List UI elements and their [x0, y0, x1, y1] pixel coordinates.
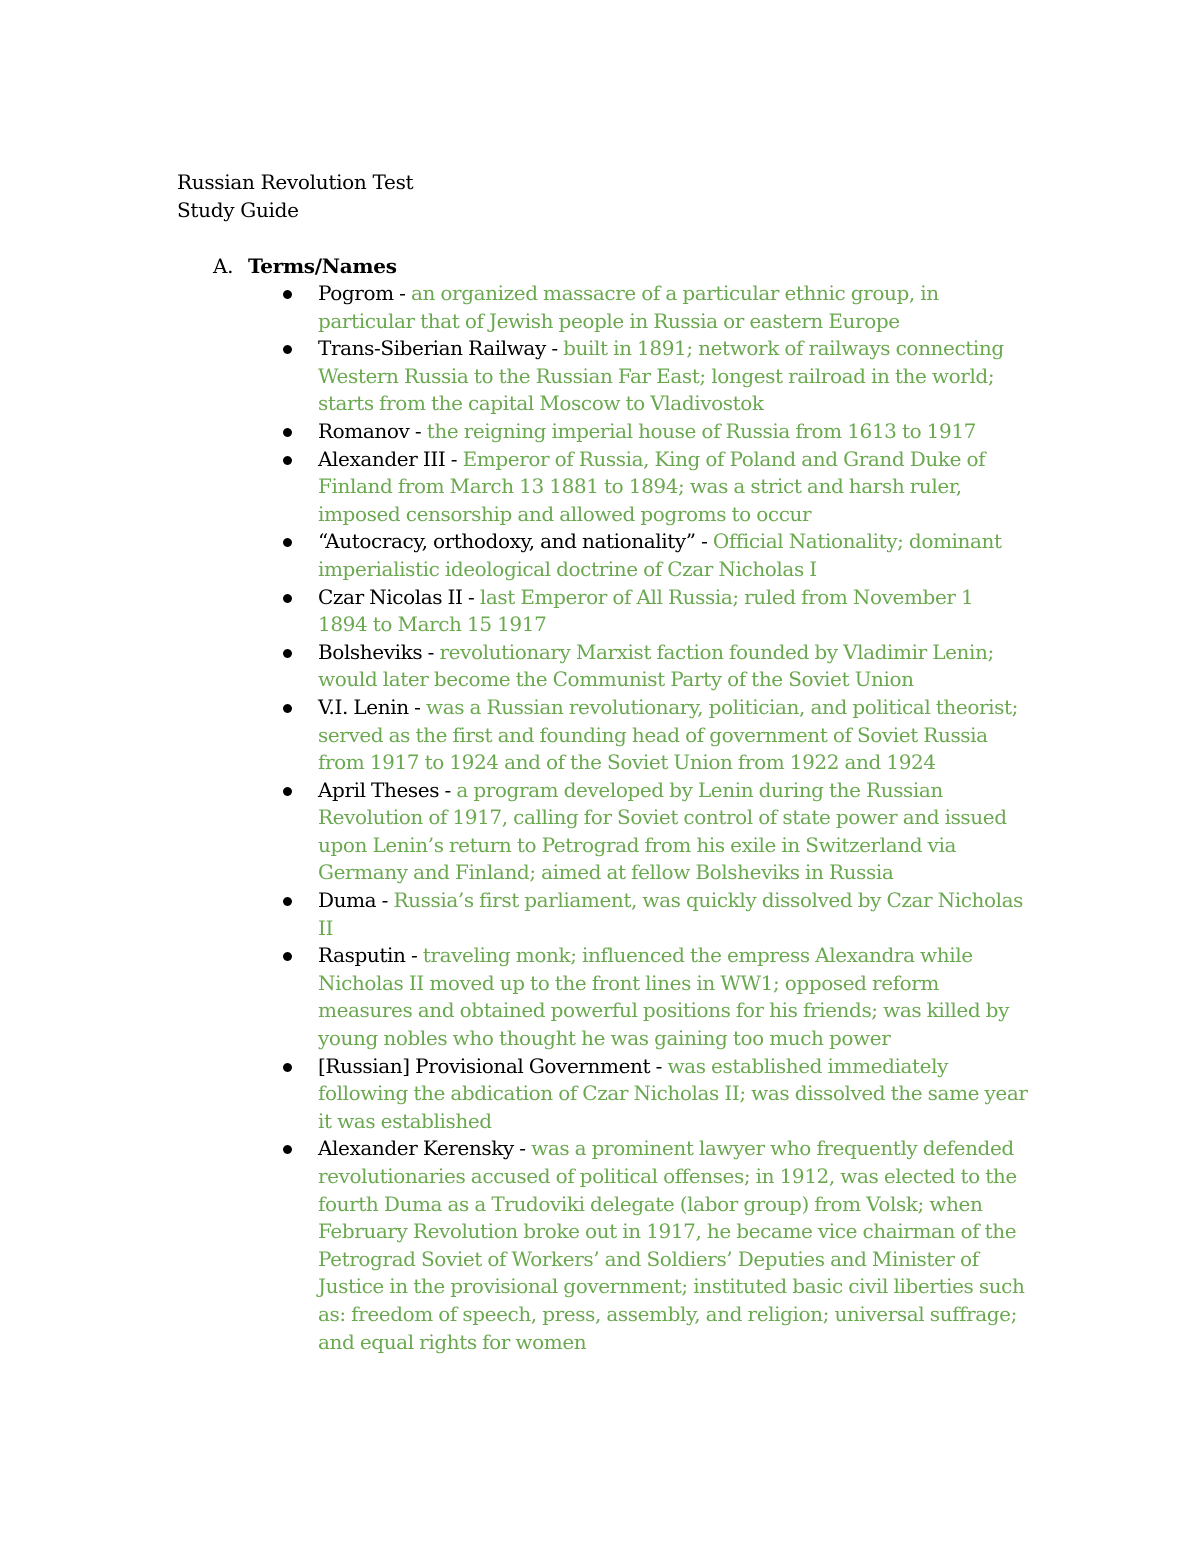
list-item: [177, 694, 1028, 777]
term-name: Rasputin: [318, 943, 406, 968]
separator: -: [405, 943, 423, 968]
term-name: Romanov: [318, 418, 410, 443]
term-definition: traveling monk; influenced the empress Alexandra while Nicholas II moved up to the front lines in WW1; opposed reform measures and obtained powerful positions for his friends; was killed by young nobles who thought he was gaining too much power: [318, 943, 1009, 1051]
separator: -: [376, 888, 394, 913]
separator: -: [695, 529, 713, 554]
list-item: [177, 528, 1028, 583]
document-title: Russian Revolution Test: [177, 170, 414, 194]
list-item: [177, 1135, 1028, 1356]
term-definition: built in 1891; network of railways connecting Western Russia to the Russian Far East; longest railroad in the world; starts from the capital Moscow to Vladivostok: [318, 336, 1004, 416]
term-definition: was established immediately following the abdication of Czar Nicholas II; was dissolved the same year it was established: [318, 1053, 1028, 1133]
list-item: [177, 584, 1028, 639]
separator: -: [409, 418, 427, 443]
term-definition: was a Russian revolutionary, politician, and political theorist; served as the first and founding head of government of Soviet Russia from 1917 to 1924 and of the Soviet Union from 1922 and 1924: [318, 694, 1018, 775]
document-page: [177, 168, 1047, 1356]
term-definition: last Emperor of All Russia; ruled from November 1 1894 to March 15 1917: [318, 584, 974, 637]
section-letter: A.: [213, 254, 234, 278]
separator: -: [513, 1136, 532, 1161]
term-definition: Emperor of Russia, King of Poland and Grand Duke of Finland from March 13 1881 to 1894; was a strict and harsh ruler, imposed censorship and allowed pogroms to occur: [318, 446, 986, 526]
separator: -: [393, 281, 411, 305]
term-name: April Theses: [318, 777, 440, 802]
term-name: Pogrom: [318, 281, 394, 305]
list-item: [177, 335, 1028, 418]
document-subtitle: Study Guide: [177, 198, 299, 222]
separator: -: [650, 1053, 668, 1078]
term-name: V.I. Lenin: [318, 694, 409, 719]
term-name: Czar Nicolas II: [318, 584, 463, 609]
bullet-icon: [283, 345, 292, 354]
separator: -: [462, 584, 480, 609]
list-item: [177, 280, 1028, 335]
term-definition: an organized massacre of a particular ethnic group, in particular that of Jewish people in Russia or eastern Europe: [318, 281, 939, 333]
separator: -: [445, 446, 463, 471]
bullet-icon: [283, 456, 292, 465]
bullet-icon: [283, 428, 292, 437]
bullet-icon: [283, 594, 292, 603]
section-heading: [177, 252, 1047, 280]
bullet-icon: [283, 952, 292, 961]
separator: -: [439, 777, 457, 802]
bullet-icon: [283, 649, 292, 658]
term-definition: Official Nationality; dominant imperialistic ideological doctrine of Czar Nicholas I: [318, 529, 1002, 581]
term-list: [177, 280, 1047, 1356]
term-definition: the reigning imperial house of Russia from 1613 to 1917: [426, 418, 976, 443]
term-definition: a program developed by Lenin during the Russian Revolution of 1917, calling for Soviet control of state power and issued upon Lenin’s return to Petrograd from his exile in Switzerland via Germany and Finland; aimed at fellow Bolsheviks in Russia: [318, 777, 1007, 885]
term-definition: was a prominent lawyer who frequently defended revolutionaries accused of political offenses; in 1912, was elected to the fourth Duma as a Trudoviki delegate (labor group) from Volsk; when February Revolution broke out in 1917, he became vice chairman of the Petrograd Soviet of Workers’ and Soldiers’ Deputies and Minister of Justice in the provisional government; instituted basic civil liberties such as: freedom of speech, press, assembly, and religion; universal suffrage; and equal rights for women: [318, 1136, 1025, 1354]
separator: -: [545, 336, 564, 361]
term-definition: revolutionary Marxist faction founded by Vladimir Lenin; would later become the Communist Party of the Soviet Union: [318, 639, 994, 692]
list-item: [177, 639, 1028, 694]
separator: -: [422, 639, 440, 664]
bullet-icon: [283, 1145, 292, 1154]
list-item: [177, 777, 1028, 887]
term-name: Alexander III: [318, 446, 446, 471]
bullet-icon: [283, 787, 292, 796]
term-name: Duma: [318, 888, 377, 913]
list-item: [177, 942, 1028, 1052]
bullet-icon: [283, 290, 292, 299]
list-item: [177, 887, 1028, 942]
term-name: “Autocracy, orthodoxy, and nationality”: [318, 529, 696, 554]
section-terms-names: [177, 252, 1047, 1356]
term-name: Alexander Kerensky: [318, 1136, 514, 1161]
term-name: Bolsheviks: [318, 639, 423, 664]
term-name: Trans-Siberian Railway: [318, 336, 546, 361]
list-item: [177, 1053, 1028, 1136]
bullet-icon: [283, 1063, 292, 1072]
term-definition: Russia’s first parliament, was quickly dissolved by Czar Nicholas II: [318, 888, 1024, 940]
section-heading-text: Terms/Names: [248, 254, 397, 278]
list-item: [177, 446, 1028, 529]
term-name: [Russian] Provisional Government: [318, 1053, 651, 1078]
list-item: [177, 418, 1028, 446]
bullet-icon: [283, 897, 292, 906]
bullet-icon: [283, 538, 292, 547]
separator: -: [408, 694, 426, 719]
bullet-icon: [283, 704, 292, 713]
